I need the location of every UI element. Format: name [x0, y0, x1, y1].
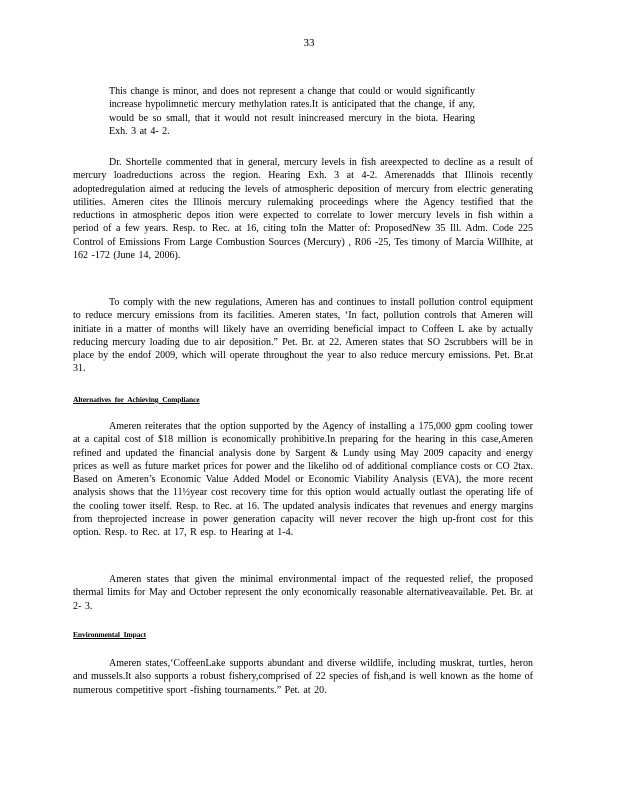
paragraph-shortelle-comment: Dr. Shortelle commented that in general, mercury levels in fish areexpected to decline as a result of mercury loadreductions across the region. Hearing Exh. 3 at 4-2. Amerenadds that Illinois recently adoptedregulation aimed at reducing the levels of atmospheric deposition of mercury from electric generating utilities. Ameren cites the Illinois mercury rulemaking proceedings where the Agency testified that the reductions in atmospheric depos ition were expected to correlate to lower mercury levels in fish within a period of a few years. Resp. to Rec. at 16, citing toIn the Matter of: ProposedNew 35 Ill. Adm. Code 225 Control of Emissions From Large Combustion Sources (Mercury) , R06 -25, Tes timony of Marcia Willhite, at 162 -172 (June 14, 2006). [73, 157, 533, 262]
paragraph-thermal-limits: Ameren states that given the minimal environmental impact of the requested relief, the proposed thermal limits for May and October represent the only economically reasonable alternativeavailable. Pet. Br. at 2- 3. [73, 574, 533, 612]
paragraph-coffeen-lake-wildlife: Ameren states,‘CoffeenLake supports abundant and diverse wildlife, including muskrat, turtles, heron and mussels.It also supports a robust fishery,comprised of 22 species of fish,and is well known as the home of numerous competitive sport -fishing tournaments.” Pet. at 20. [73, 658, 533, 696]
page-number: 33 [303, 37, 315, 49]
paragraph-comply-regulations: To comply with the new regulations, Ameren has and continues to install pollution control equipment to reduce mercury emissions from its facilities. Ameren states, ‘In fact, pollution controls that Ameren will initiate in a matter of months will likely have an overriding beneficial impact to Coffeen L ake by actually reducing mercury loading due to air deposition.” Pet. Br. at 22. Ameren states that SO 2scrubbers will be in place by the endof 2009, which will operate throughout the year to also reduce mercury emissions. Pet. Br.at 31. [73, 297, 533, 375]
heading-alternatives-for-achieving-compliance: Alternatives for Achieving Compliance [73, 395, 200, 404]
heading-environmental-impact: Environmental Impact [73, 630, 146, 639]
paragraph-hypolimnetic-methylation: This change is minor, and does not represent a change that could or would significantly increase hypolimnetic mercury methylation rates.It is anticipated that the change, if any, would be so small, that it would not result inincreased mercury in the biota. Hearing Exh. 3 at 4- 2. [109, 86, 475, 137]
paragraph-cooling-tower-cost: Ameren reiterates that the option supported by the Agency of installing a 175,000 gpm cooling tower at a capital cost of $18 million is economically prohibitive.In preparing for the hearing in this case,Ameren refined and updated the financial analysis done by Sargent & Lundy using May 2009 capacity and energy prices as well as future market prices for power and the likeliho od of additional compliance costs or CO 2tax. Based on Ameren’s Economic Value Added Model or Economic Viability Analysis (EVA), the more recent analysis shows that the 11½year cost recovery time for this option would actually outlast the operating life of the cooling tower itself. Resp. to Rec. at 16. The updated analysis indicates that revenues and energy margins from theprojected increase in power generation capacity will never recover the high up-front cost for this option. Resp. to Rec. at 17, R esp. to Hearing at 1-4. [73, 421, 533, 539]
